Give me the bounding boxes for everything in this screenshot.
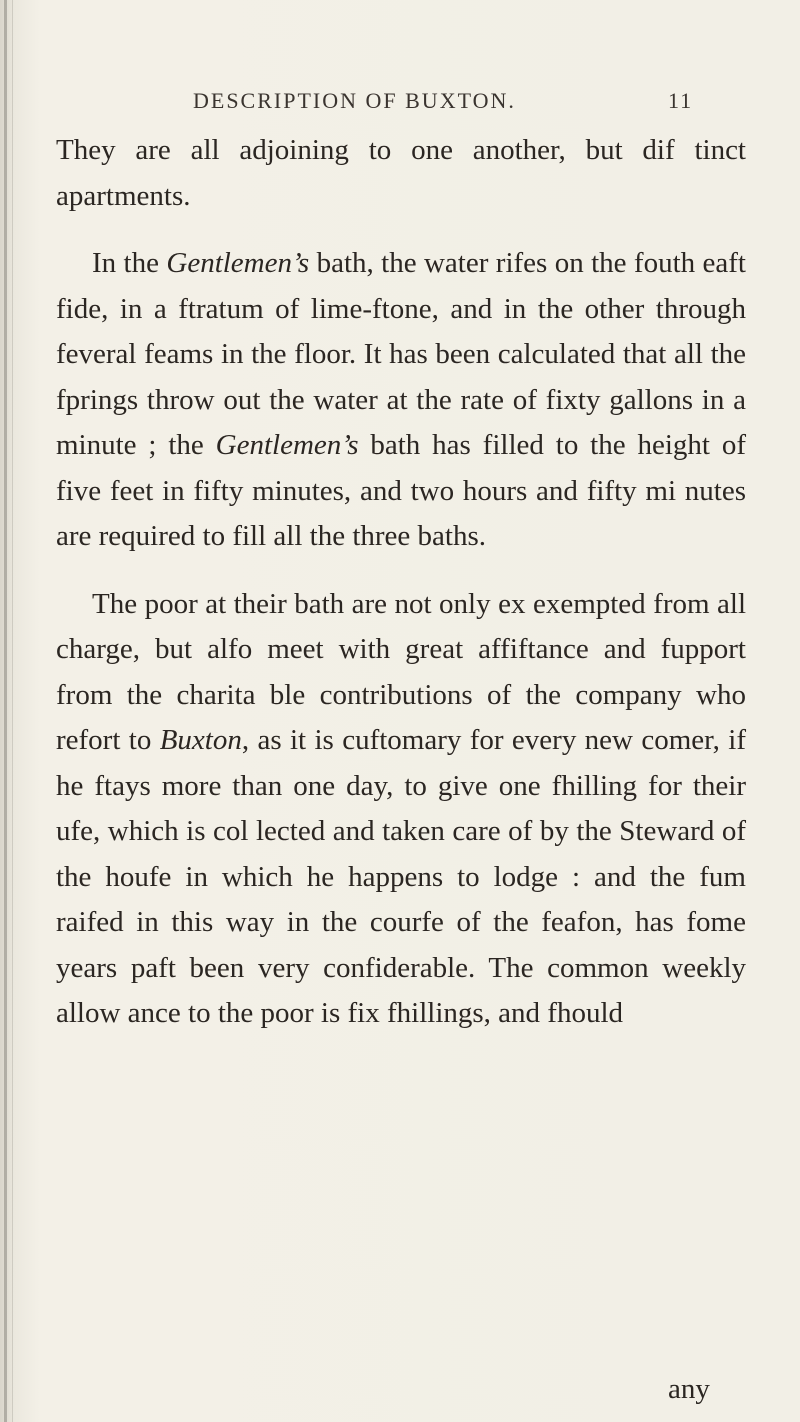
- paragraph-3: [56, 582, 746, 1037]
- italic-segment: Gentlemen’s: [215, 429, 359, 461]
- gutter-edge: [12, 0, 13, 1422]
- italic-segment: Buxton: [159, 724, 242, 756]
- page-number: 11: [668, 88, 694, 113]
- paragraph-2: [56, 241, 746, 560]
- text-segment: The poor at their bath are not only ex exempted from all charge, but alfo meet with great affiftance and fupport from the charita ble contributions of the company who refort to: [56, 587, 746, 756]
- running-header: [193, 88, 753, 114]
- italic-segment: Gentlemen’s: [166, 247, 310, 279]
- catchword: any: [668, 1373, 710, 1405]
- text-segment: , as it is cuftomary for every new comer, if he ftays more than one day, to give one fhilling for their ufe, which is col lected and taken care of by the Steward of the houfe in which he happens to lodge : and the fum raifed in this way in the courfe of the feafon, has fome years paft been very confiderable. The common weekly allow ance to the poor is fix fhillings, and fhould: [56, 724, 746, 1029]
- text-segment: bath, the water rifes on the fouth eaft fide, in a ftratum of lime-ftone, and in the other through feveral feams in the floor. It has been calculated that all the fprings throw out the water at the rate of fixty gallons in a minute ; the: [56, 247, 746, 461]
- text-segment: In the: [92, 247, 167, 279]
- text-segment: They are all adjoining to one another, but dif tinct apartments.: [56, 134, 746, 212]
- running-title: DESCRIPTION OF BUXTON.: [193, 88, 516, 113]
- paragraph-1: [56, 128, 746, 219]
- body-text: [56, 128, 746, 1037]
- gutter-shadow: [4, 0, 7, 1422]
- text-segment: bath has filled to the height of five feet in fifty minutes, and two hours and fifty mi nutes are required to fill all the three baths.: [56, 429, 747, 552]
